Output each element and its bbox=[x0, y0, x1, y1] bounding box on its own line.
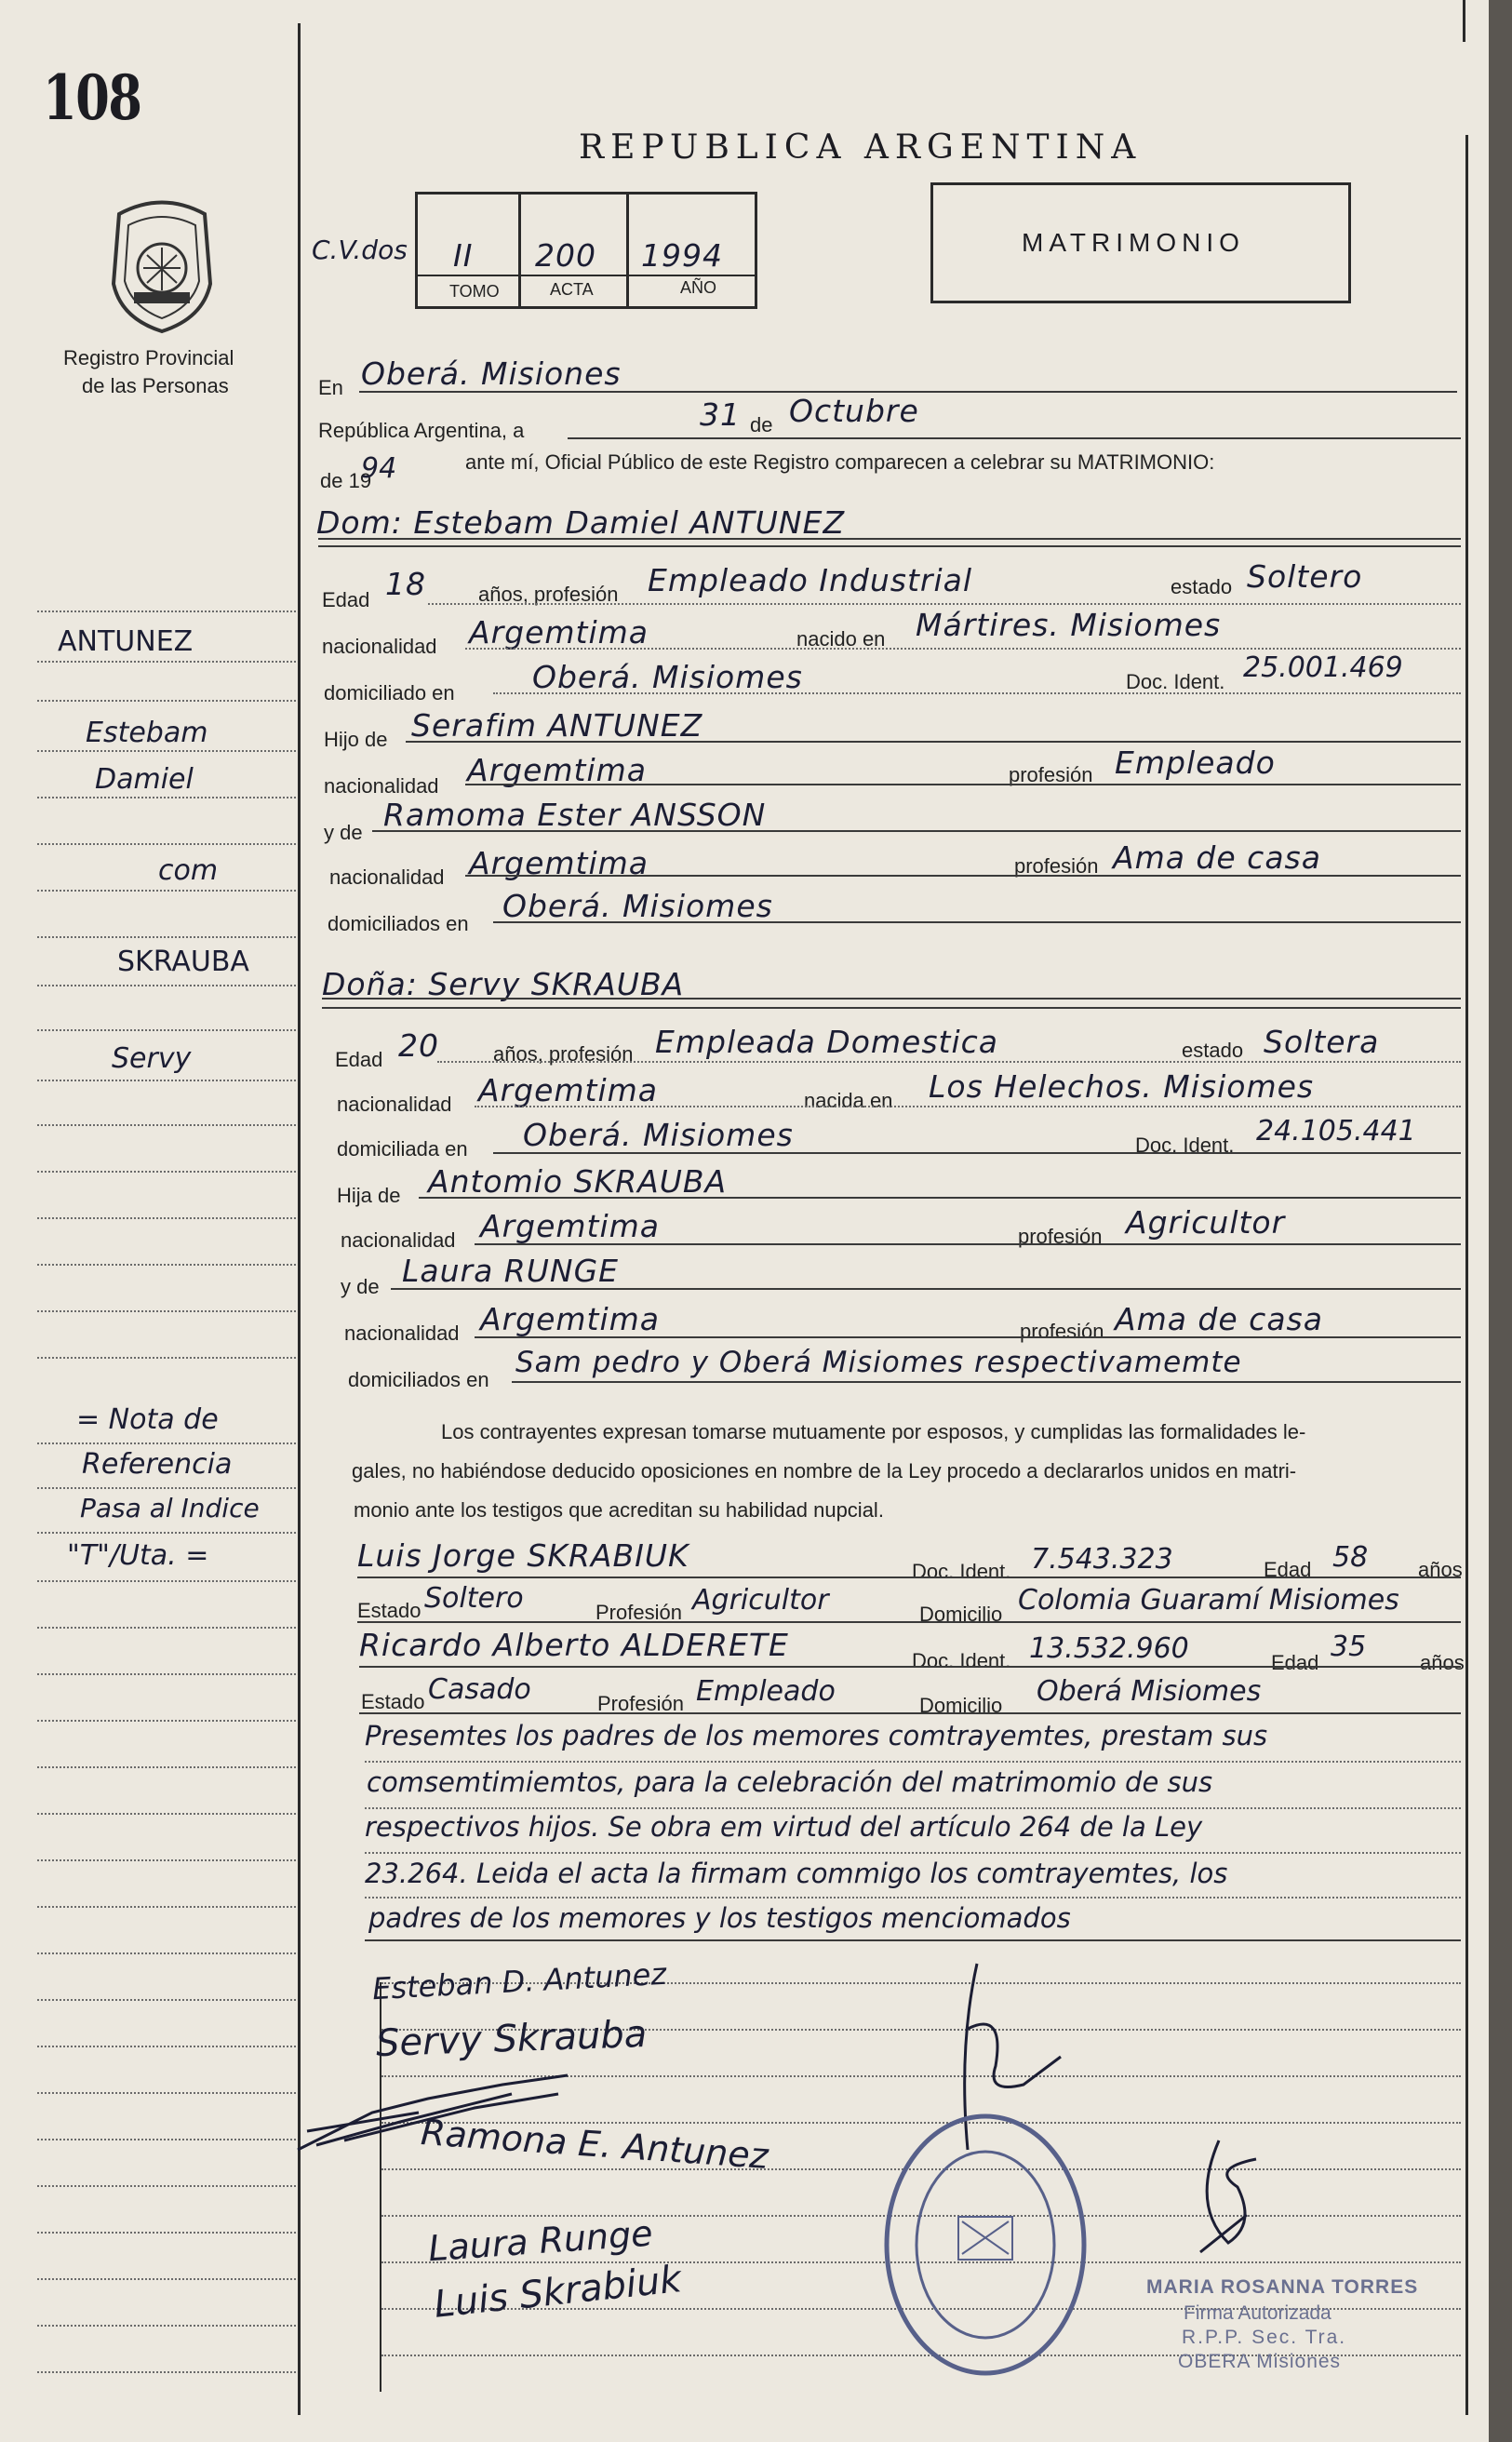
witness1-profesion: Agricultor bbox=[692, 1584, 829, 1617]
form-right-border bbox=[1465, 135, 1468, 2415]
groom-profesion: Empleado Industrial bbox=[648, 562, 973, 598]
margin-con: com bbox=[158, 854, 219, 887]
declaration-line2: gales, no habiéndose deducido oposiciones en nombre de la Ley procedo a declararlos unidos en matri- bbox=[352, 1459, 1297, 1483]
groom-father-prof: Empleado bbox=[1115, 745, 1276, 781]
signature-torres bbox=[1172, 2131, 1275, 2261]
groom-father-nac: Argemtima bbox=[467, 752, 648, 788]
groom-mother-label: y de bbox=[324, 821, 363, 844]
note-line2: comsemtimiemtos, para la celebración del matrimomio de sus bbox=[367, 1766, 1213, 1798]
ano-value: 1994 bbox=[641, 237, 723, 274]
groom-parents-dom-label: domiciliados en bbox=[328, 912, 469, 935]
groom-nacido-label: nacido en bbox=[796, 627, 886, 651]
groom-estado: Soltero bbox=[1247, 558, 1363, 595]
groom-nacionalidad: Argemtima bbox=[469, 614, 649, 651]
note-line5: padres de los memores y los testigos menciomados bbox=[368, 1902, 1071, 1934]
witness2-prof-label: Profesión bbox=[597, 1692, 684, 1715]
bride-father-prof: Agricultor bbox=[1126, 1204, 1286, 1241]
groom-parents-dom: Oberá. Misiomes bbox=[502, 888, 773, 924]
bride-mother-prof: Ama de casa bbox=[1115, 1301, 1323, 1337]
witness2-edad: 35 bbox=[1331, 1630, 1367, 1663]
bride-name-line: Doña: Servy SKRAUBA bbox=[322, 966, 685, 1002]
witness2-domicilio: Oberá Misiomes bbox=[1037, 1675, 1262, 1708]
note-line1: Presemtes los padres de los memores comtrayemtes, prestam sus bbox=[365, 1720, 1268, 1751]
groom-edad-label: Edad bbox=[322, 588, 370, 611]
margin-note1: = Nota de bbox=[76, 1403, 219, 1436]
place-value: Oberá. Misiones bbox=[361, 356, 622, 392]
groom-doc-label: Doc. Ident. bbox=[1126, 670, 1225, 693]
groom-father: Serafim ANTUNEZ bbox=[411, 707, 703, 744]
signature-witness: Luis Skrabiuk bbox=[432, 2258, 684, 2327]
witness1-estado: Soltero bbox=[424, 1582, 524, 1615]
stamp-line4: OBERA Misiones bbox=[1178, 2351, 1342, 2372]
de-label: de bbox=[750, 413, 773, 436]
groom-mother-nac: Argemtima bbox=[469, 845, 649, 881]
signature-bride: Servy Skrauba bbox=[375, 2012, 648, 2066]
groom-father-prof-label: profesión bbox=[1009, 763, 1093, 786]
bride-mother-prof-label: profesión bbox=[1020, 1320, 1104, 1343]
witness2-doc: 13.532.960 bbox=[1029, 1632, 1189, 1665]
witness1-edad-label: Edad bbox=[1264, 1558, 1312, 1581]
groom-anos-label: años, profesión bbox=[478, 583, 619, 606]
cvdes-note: C.V.dos bbox=[312, 235, 408, 265]
witness2-estado-label: Estado bbox=[361, 1690, 425, 1713]
bride-mother-nac: Argemtima bbox=[480, 1301, 661, 1337]
groom-edad: 18 bbox=[385, 566, 426, 602]
witness1-estado-label: Estado bbox=[357, 1599, 421, 1622]
bride-mother: Laura RUNGE bbox=[402, 1253, 619, 1289]
en-label: En bbox=[318, 376, 343, 399]
witness1-anos: años bbox=[1418, 1558, 1463, 1581]
margin-surname1: ANTUNEZ bbox=[58, 625, 194, 658]
witness1-name: Luis Jorge SKRABIUK bbox=[357, 1537, 689, 1574]
witness1-dom-label: Domicilio bbox=[919, 1603, 1003, 1626]
margin-note4: "T"/Uta. = bbox=[67, 1539, 209, 1572]
intro-text: ante mí, Oficial Público de este Registro comparecen a celebrar su MATRIMONIO: bbox=[465, 450, 1215, 474]
acta-value: 200 bbox=[535, 237, 596, 274]
official-seal-stamp bbox=[878, 2105, 1092, 2384]
stamp-line3: R.P.P. Sec. Tra. bbox=[1182, 2327, 1347, 2348]
title-box bbox=[930, 182, 1351, 303]
country-heading: REPUBLICA ARGENTINA bbox=[579, 128, 1143, 167]
declaration-line1: Los contrayentes expresan tomarse mutuamente por esposos, y cumplidas las formalidades le- bbox=[441, 1420, 1306, 1443]
bride-domicilio: Oberá. Misiomes bbox=[523, 1117, 794, 1153]
tomo-value: II bbox=[453, 237, 474, 274]
bride-doc-label: Doc. Ident. bbox=[1135, 1134, 1235, 1157]
margin-surname2: SKRAUBA bbox=[117, 946, 249, 978]
groom-nac-label: nacionalidad bbox=[322, 635, 437, 658]
tomo-label: TOMO bbox=[449, 282, 500, 301]
witness2-doc-label: Doc. Ident. bbox=[912, 1649, 1011, 1672]
witness2-estado: Casado bbox=[428, 1673, 531, 1706]
margin-given1a: Estebam bbox=[86, 717, 208, 749]
bride-estado: Soltera bbox=[1264, 1024, 1380, 1060]
bride-estado-label: estado bbox=[1182, 1039, 1244, 1062]
stamp-line1: MARIA ROSANNA TORRES bbox=[1146, 2276, 1419, 2298]
bride-edad: 20 bbox=[398, 1027, 439, 1064]
witness2-dom-label: Domicilio bbox=[919, 1694, 1003, 1717]
bride-father: Antomio SKRAUBA bbox=[428, 1163, 728, 1200]
groom-nacido: Mártires. Misiomes bbox=[916, 607, 1222, 643]
bride-doc: 24.105.441 bbox=[1256, 1115, 1416, 1147]
year-prefix: de 19 bbox=[320, 469, 372, 492]
bride-father-nac-label: nacionalidad bbox=[341, 1228, 456, 1252]
signature-groom: Esteban D. Antunez bbox=[371, 1955, 668, 2007]
provincial-seal-icon bbox=[100, 195, 223, 335]
note-line4: 23.264. Leida el acta la firmam commigo los comtrayemtes, los bbox=[365, 1858, 1228, 1889]
groom-name-line: Dom: Estebam Damiel ANTUNEZ bbox=[316, 504, 846, 541]
groom-father-nac-label: nacionalidad bbox=[324, 774, 439, 798]
groom-estado-label: estado bbox=[1171, 575, 1233, 598]
groom-dom-label: domiciliado en bbox=[324, 681, 455, 704]
registry-line1: Registro Provincial bbox=[63, 346, 234, 369]
witness1-doc-label: Doc. Ident. bbox=[912, 1560, 1011, 1583]
stamp-line2: Firma Autorizada bbox=[1184, 2302, 1331, 2324]
registry-line2: de las Personas bbox=[82, 374, 229, 397]
bride-anos-label: años, profesión bbox=[493, 1042, 634, 1066]
bride-nacionalidad: Argemtima bbox=[478, 1072, 659, 1108]
bride-parents-dom-label: domiciliados en bbox=[348, 1368, 489, 1391]
bride-father-label: Hija de bbox=[337, 1184, 401, 1207]
witness1-domicilio: Colomia Guaramí Misiomes bbox=[1018, 1584, 1399, 1617]
bride-nacida-label: nacida en bbox=[804, 1089, 893, 1112]
groom-father-label: Hijo de bbox=[324, 728, 388, 751]
bride-edad-label: Edad bbox=[335, 1048, 383, 1071]
witness2-name: Ricardo Alberto ALDERETE bbox=[359, 1627, 789, 1663]
republica-label: República Argentina, a bbox=[318, 419, 525, 442]
bride-nacida: Los Helechos. Misiomes bbox=[929, 1068, 1315, 1105]
declaration-line3: monio ante los testigos que acreditan su habilidad nupcial. bbox=[354, 1498, 884, 1522]
groom-domicilio: Oberá. Misiomes bbox=[532, 659, 803, 695]
note-line3: respectivos hijos. Se obra em virtud del artículo 264 de la Ley bbox=[365, 1811, 1203, 1843]
groom-doc: 25.001.469 bbox=[1243, 651, 1403, 684]
witness1-doc: 7.543.323 bbox=[1031, 1543, 1173, 1576]
bride-mother-label: y de bbox=[341, 1275, 380, 1298]
ano-label: AÑO bbox=[680, 278, 717, 297]
bride-mother-nac-label: nacionalidad bbox=[344, 1322, 460, 1345]
page-number: 108 bbox=[43, 61, 141, 134]
witness2-anos: años bbox=[1420, 1651, 1465, 1674]
margin-given2: Servy bbox=[112, 1042, 192, 1075]
bride-dom-label: domiciliada en bbox=[337, 1137, 468, 1161]
groom-mother: Ramoma Ester ANSSON bbox=[383, 797, 767, 833]
month-value: Octubre bbox=[789, 393, 919, 429]
witness1-prof-label: Profesión bbox=[595, 1601, 682, 1624]
top-right-tick bbox=[1463, 0, 1465, 42]
year-suffix: 94 bbox=[361, 452, 397, 485]
witness2-edad-label: Edad bbox=[1271, 1651, 1319, 1674]
bride-profesion: Empleada Domestica bbox=[655, 1024, 999, 1060]
margin-note3: Pasa al Indice bbox=[80, 1493, 260, 1523]
signature-bride-mother: Laura Runge bbox=[426, 2212, 654, 2270]
signature-groom-mother: Ramona E. Antunez bbox=[419, 2112, 770, 2177]
groom-mother-prof: Ama de casa bbox=[1113, 839, 1321, 876]
act-number-box bbox=[415, 192, 757, 309]
bride-father-prof-label: profesión bbox=[1018, 1225, 1103, 1248]
groom-mother-nac-label: nacionalidad bbox=[329, 865, 445, 889]
witness1-edad: 58 bbox=[1332, 1541, 1369, 1574]
bride-parents-dom: Sam pedro y Oberá Misiomes respectivamemte bbox=[515, 1346, 1242, 1379]
title-text: MATRIMONIO bbox=[1022, 228, 1245, 257]
bride-father-nac: Argemtima bbox=[480, 1208, 661, 1244]
bride-nac-label: nacionalidad bbox=[337, 1093, 452, 1116]
margin-note2: Referencia bbox=[82, 1448, 233, 1481]
witness2-profesion: Empleado bbox=[696, 1675, 836, 1708]
groom-mother-prof-label: profesión bbox=[1014, 854, 1099, 878]
acta-label: ACTA bbox=[550, 280, 594, 299]
margin-given1b: Damiel bbox=[95, 763, 194, 796]
day-value: 31 bbox=[700, 396, 741, 433]
